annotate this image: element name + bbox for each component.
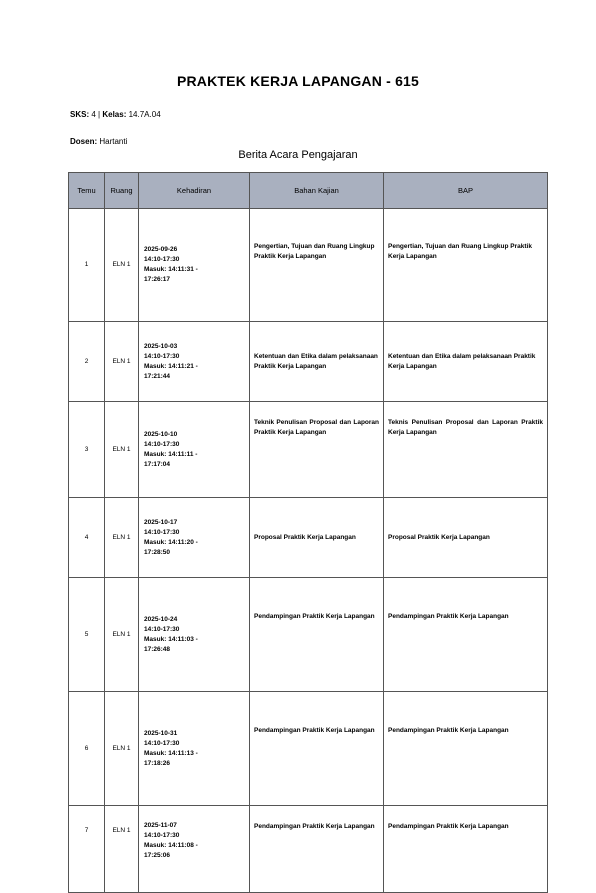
kehadiran-time: 14:10-17:30 (144, 256, 180, 263)
kehadiran-in: Masuk: 14:11:03 - (144, 635, 198, 643)
sks-value: 4 (91, 110, 96, 119)
header-bap: BAP (384, 173, 548, 209)
header-ruang: Ruang (105, 173, 139, 209)
kehadiran-time: 14:10-17:30 (144, 528, 180, 536)
kehadiran-time: 14:10-17:30 (144, 739, 180, 747)
meta-separator: | (98, 110, 101, 119)
cell-kehadiran (139, 498, 250, 578)
kehadiran-date: 2025-10-24 (144, 615, 178, 623)
kehadiran-date: 2025-10-10 (144, 430, 178, 438)
header-temu: Temu (69, 173, 105, 209)
cell-kehadiran (139, 692, 250, 806)
dosen-value: Hartanti (99, 137, 128, 146)
kehadiran-in: Masuk: 14:11:13 - (144, 749, 198, 757)
table-row (69, 402, 548, 498)
dosen-label: Dosen: (70, 137, 98, 146)
cell-bap: Proposal Praktik Kerja Lapangan (384, 498, 548, 578)
cell-ruang: ELN 1 (105, 498, 139, 578)
kehadiran-out: 17:17:04 (144, 460, 171, 468)
cell-ruang: ELN 1 (105, 806, 139, 893)
cell-kehadiran (139, 578, 250, 692)
cell-temu: 4 (69, 498, 105, 578)
cell-ruang: ELN 1 (105, 209, 139, 322)
cell-bahan-kajian: Pengertian, Tujuan dan Ruang Lingkup Praktik Kerja Lapangan (250, 209, 384, 322)
cell-bahan-kajian: Pendampingan Praktik Kerja Lapangan (250, 692, 384, 806)
cell-kehadiran (139, 209, 250, 322)
kehadiran-in: Masuk: 14:11:11 - (144, 450, 198, 458)
kehadiran-in: Masuk: 14:11:21 - (144, 362, 198, 370)
cell-bap: Pendampingan Praktik Kerja Lapangan (384, 806, 548, 893)
section-subtitle: Berita Acara Pengajaran (238, 149, 358, 161)
lecturer-meta (70, 137, 127, 146)
kelas-label: Kelas: (102, 110, 127, 119)
cell-ruang: ELN 1 (105, 322, 139, 402)
kehadiran-time: 14:10-17:30 (144, 352, 180, 360)
header-bahan-kajian: Bahan Kajian (250, 173, 384, 209)
cell-ruang: ELN 1 (105, 692, 139, 806)
kehadiran-time: 14:10-17:30 (144, 440, 180, 448)
cell-temu: 2 (69, 322, 105, 402)
header-kehadiran: Kehadiran (139, 173, 250, 209)
kehadiran-in: Masuk: 14:11:08 - (144, 842, 198, 849)
course-meta (70, 110, 161, 119)
kehadiran-in: Masuk: 14:11:31 - (144, 266, 198, 273)
kehadiran-date: 2025-10-03 (144, 342, 178, 350)
kehadiran-time: 14:10-17:30 (144, 625, 180, 633)
kehadiran-out: 17:21:44 (144, 372, 171, 380)
sks-label: SKS: (70, 110, 90, 119)
cell-bap: Teknis Penulisan Proposal dan Laporan Praktik Kerja Lapangan (384, 402, 548, 498)
cell-temu: 1 (69, 209, 105, 322)
table-row (69, 692, 548, 806)
cell-kehadiran (139, 806, 250, 893)
attendance-table (68, 172, 548, 893)
cell-bap: Pengertian, Tujuan dan Ruang Lingkup Praktik Kerja Lapangan (384, 209, 548, 322)
cell-temu: 6 (69, 692, 105, 806)
table-row (69, 806, 548, 893)
cell-kehadiran (139, 402, 250, 498)
cell-bahan-kajian: Proposal Praktik Kerja Lapangan (250, 498, 384, 578)
cell-temu: 7 (69, 806, 105, 893)
cell-bahan-kajian: Pendampingan Praktik Kerja Lapangan (250, 806, 384, 893)
kehadiran-out: 17:26:48 (144, 645, 171, 653)
kehadiran-out: 17:28:50 (144, 548, 171, 556)
kehadiran-in: Masuk: 14:11:20 - (144, 538, 198, 546)
kehadiran-date: 2025-10-31 (144, 729, 178, 737)
kehadiran-date: 2025-09-26 (144, 246, 178, 253)
kehadiran-out: 17:18:26 (144, 759, 171, 767)
cell-temu: 5 (69, 578, 105, 692)
cell-bahan-kajian: Ketentuan dan Etika dalam pelaksanaan Praktik Kerja Lapangan (250, 322, 384, 402)
table-row (69, 322, 548, 402)
cell-kehadiran (139, 322, 250, 402)
cell-bahan-kajian: Teknik Penulisan Proposal dan Laporan Praktik Kerja Lapangan (250, 402, 384, 498)
kehadiran-time: 14:10-17:30 (144, 832, 180, 839)
cell-bap: Pendampingan Praktik Kerja Lapangan (384, 578, 548, 692)
table-row (69, 498, 548, 578)
kehadiran-date: 2025-10-17 (144, 518, 178, 526)
kelas-value: 14.7A.04 (128, 110, 161, 119)
kehadiran-out: 17:26:17 (144, 276, 171, 283)
cell-ruang: ELN 1 (105, 578, 139, 692)
table-row (69, 578, 548, 692)
table-row (69, 209, 548, 322)
kehadiran-out: 17:25:06 (144, 852, 171, 859)
kehadiran-date: 2025-11-07 (144, 822, 177, 829)
cell-bahan-kajian: Pendampingan Praktik Kerja Lapangan (250, 578, 384, 692)
page-title: PRAKTEK KERJA LAPANGAN - 615 (176, 73, 420, 89)
cell-temu: 3 (69, 402, 105, 498)
cell-bap: Pendampingan Praktik Kerja Lapangan (384, 692, 548, 806)
table-header-row (69, 173, 548, 209)
cell-bap: Ketentuan dan Etika dalam pelaksanaan Praktik Kerja Lapangan (384, 322, 548, 402)
cell-ruang: ELN 1 (105, 402, 139, 498)
